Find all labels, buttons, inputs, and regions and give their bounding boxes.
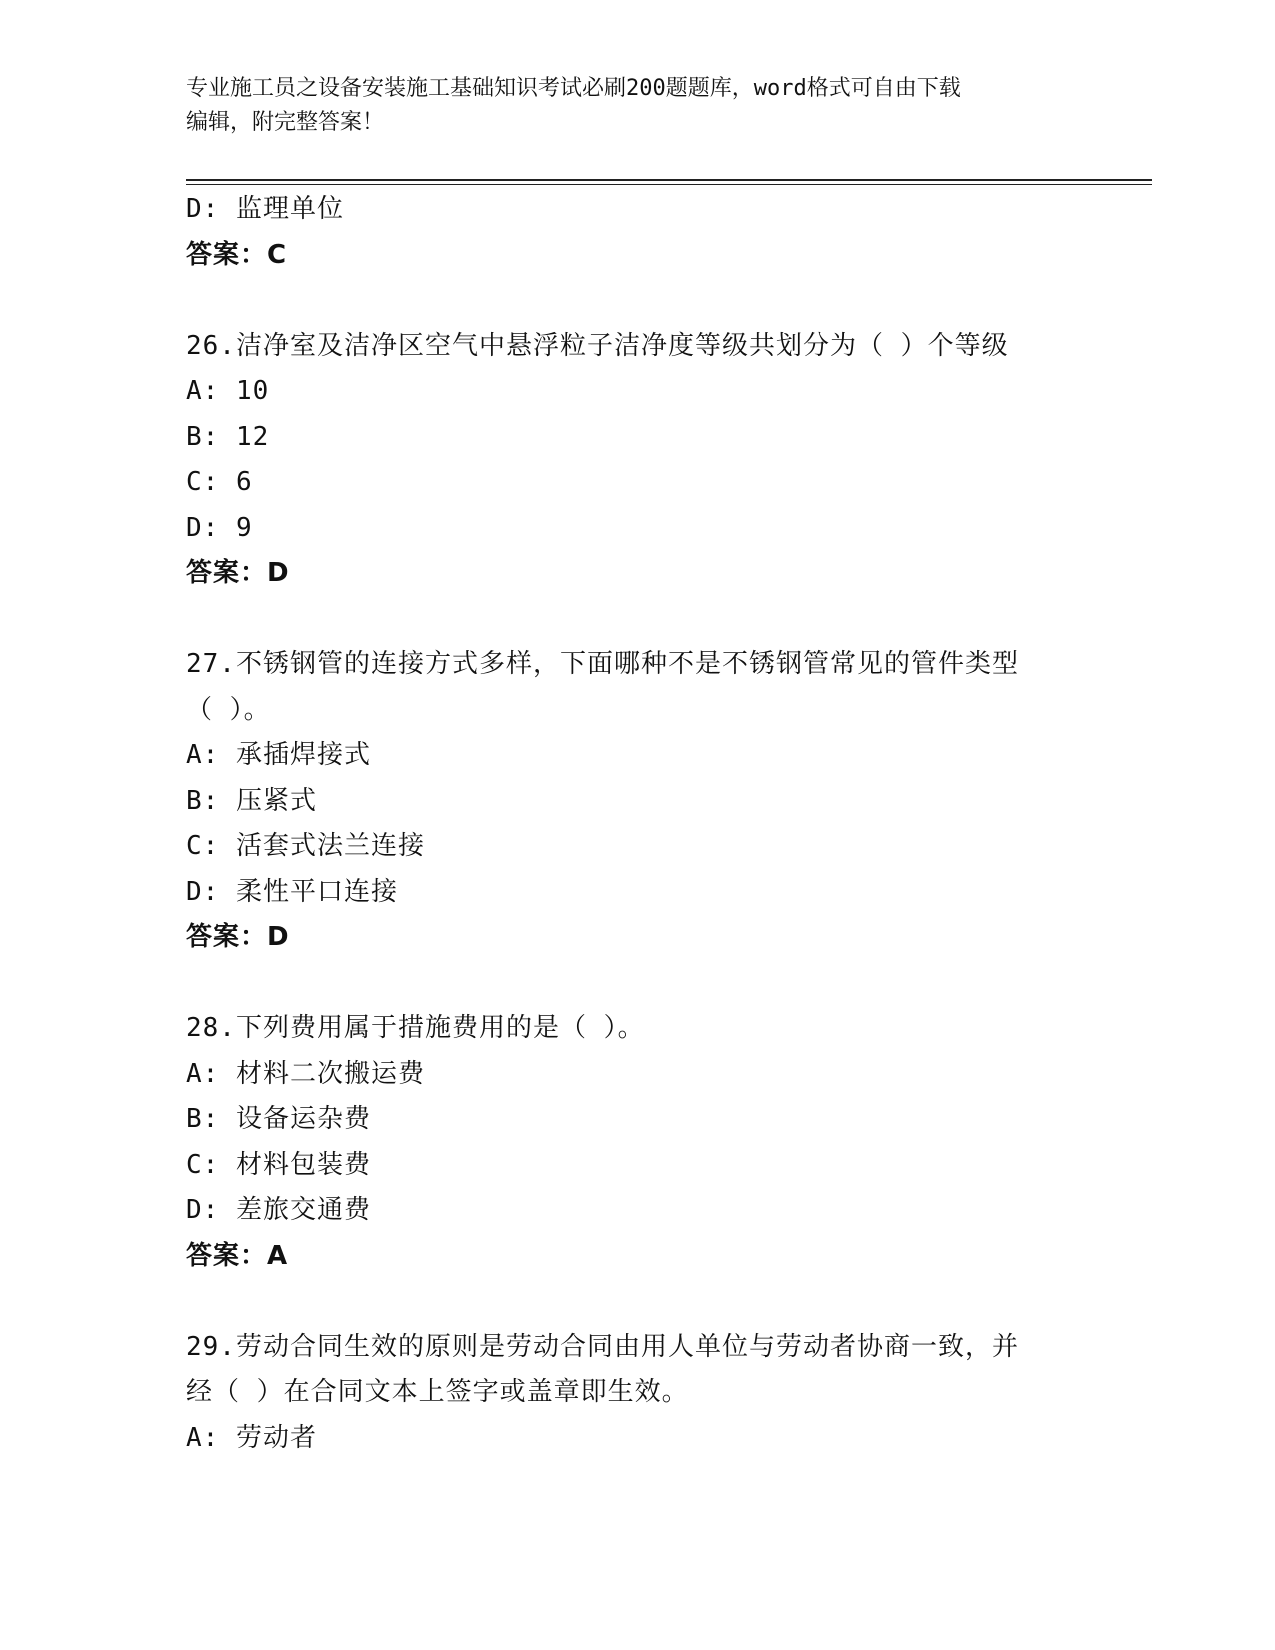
question-list: [186, 187, 1086, 1461]
answer: 答案：A: [186, 1240, 289, 1271]
answer: 答案：D: [186, 558, 290, 588]
header-rule-thick: [186, 179, 1152, 181]
option-c: C: 材料包装费: [186, 1149, 371, 1180]
question-26: [186, 324, 1086, 597]
question-text-cont: （ ）。: [186, 694, 271, 725]
header-rule-thin: [186, 184, 1152, 185]
header-line-2: 编辑，附完整答案！: [186, 110, 385, 135]
spacer: [186, 597, 1086, 643]
option-a: A: 劳动者: [186, 1422, 317, 1453]
option-b: B: 压紧式: [186, 785, 317, 816]
option-c: C: 活套式法兰连接: [186, 831, 425, 861]
question-29: [186, 1325, 1086, 1462]
option-b: B: 12: [186, 421, 270, 452]
option-c: C: 6: [186, 467, 253, 497]
question-text: 29.劳动合同生效的原则是劳动合同由用人单位与劳动者协商一致，并: [186, 1331, 1019, 1362]
option-b: B: 设备运杂费: [186, 1104, 371, 1134]
spacer: [186, 278, 1086, 324]
option-a: A: 承插焊接式: [186, 740, 371, 770]
question-text: 27.不锈钢管的连接方式多样，下面哪种不是不锈钢管常见的管件类型: [186, 649, 1019, 679]
question-text: 26.洁净室及洁净区空气中悬浮粒子洁净度等级共划分为（ ）个等级: [186, 330, 1009, 361]
prev-answer: 答案：C: [186, 239, 288, 270]
option-d: D: 差旅交通费: [186, 1195, 371, 1225]
spacer: [186, 961, 1086, 1007]
question-27: [186, 642, 1086, 961]
option-d: D: 柔性平口连接: [186, 876, 398, 907]
answer: 答案：D: [186, 922, 290, 952]
option-d: D: 9: [186, 512, 253, 543]
spacer: [186, 1279, 1086, 1325]
question-text-cont: 经（ ）在合同文本上签字或盖章即生效。: [186, 1377, 689, 1407]
document-header: [186, 72, 1086, 140]
option-a: A: 材料二次搬运费: [186, 1058, 425, 1089]
header-line-1: 专业施工员之设备安装施工基础知识考试必刷200题题库，word格式可自由下载: [186, 76, 961, 101]
question-28: [186, 1006, 1086, 1279]
prev-option-d: D: 监理单位: [186, 194, 344, 224]
question-text: 28.下列费用属于措施费用的是（ ）。: [186, 1013, 645, 1043]
option-a: A: 10: [186, 376, 270, 406]
